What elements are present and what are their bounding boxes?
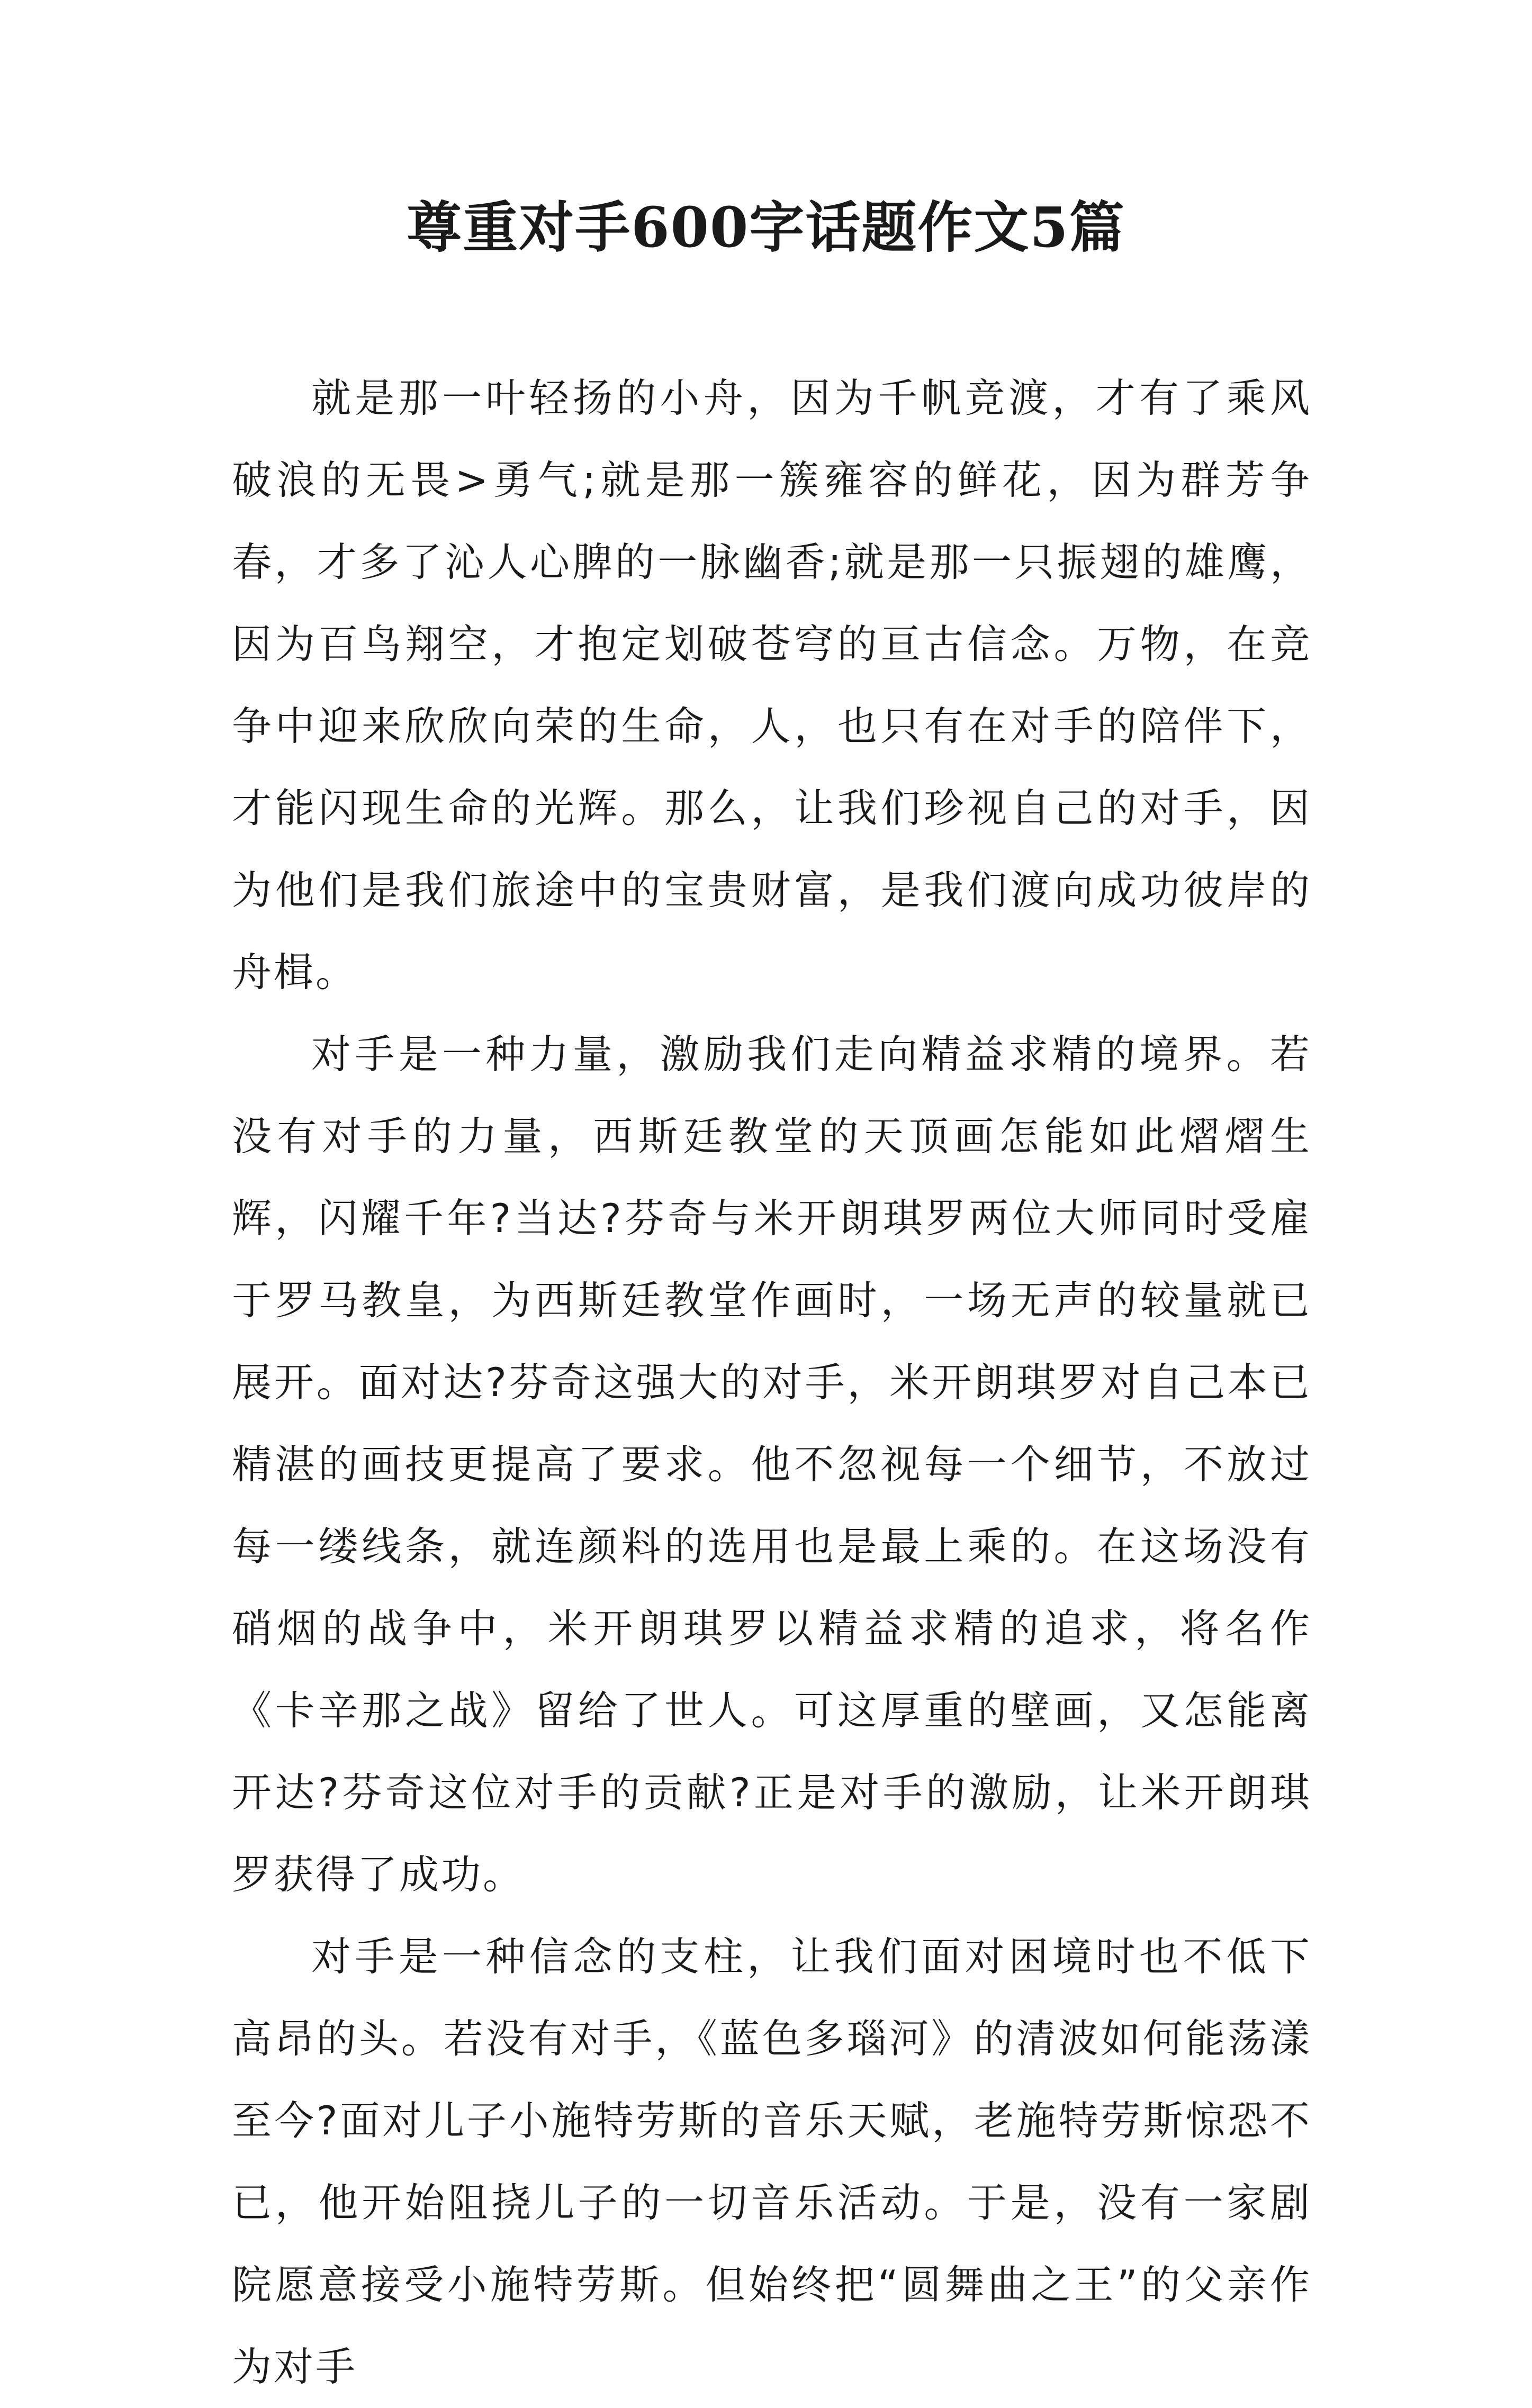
paragraph-1: 就是那一叶轻扬的小舟，因为千帆竞渡，才有了乘风破浪的无畏>勇气;就是那一簇雍容的鲜花，因为群芳争春，才多了沁人心脾的一脉幽香;就是那一只振翅的雄鹰，因为百鸟翔空，才抱定划破苍穹的亘古信念。万物，在竞争中迎来欣欣向荣的生命，人，也只有在对手的陪伴下，才能闪现生命的光辉。那么，让我们珍视自己的对手，因为他们是我们旅途中的宝贵财富，是我们渡向成功彼岸的舟楫。 — [232, 375, 1312, 995]
document-body — [232, 357, 1312, 2408]
paragraph-2: 对手是一种力量，激励我们走向精益求精的境界。若没有对手的力量，西斯廷教堂的天顶画怎能如此熠熠生辉，闪耀千年?当达?芬奇与米开朗琪罗两位大师同时受雇于罗马教皇，为西斯廷教堂作画时，一场无声的较量就已展开。面对达?芬奇这强大的对手，米开朗琪罗对自己本已精湛的画技更提高了要求。他不忽视每一个细节，不放过每一缕线条，就连颜料的选用也是最上乘的。在这场没有硝烟的战争中，米开朗琪罗以精益求精的追求，将名作《卡辛那之战》留给了世人。可这厚重的壁画，又怎能离开达?芬奇这位对手的贡献?正是对手的激励，让米开朗琪罗获得了成功。 — [232, 1031, 1312, 1898]
paragraph-3: 对手是一种信念的支柱，让我们面对困境时也不低下高昂的头。若没有对手，《蓝色多瑙河》的清波如何能荡漾至今?面对儿子小施特劳斯的音乐天赋，老施特劳斯惊恐不已，他开始阻挠儿子的一切音乐活动。于是，没有一家剧院愿意接受小施特劳斯。但始终把“圆舞曲之王”的父亲作为对手 — [232, 1933, 1312, 2390]
document-title: 尊重对手600字话题作文5篇 — [407, 195, 1125, 260]
